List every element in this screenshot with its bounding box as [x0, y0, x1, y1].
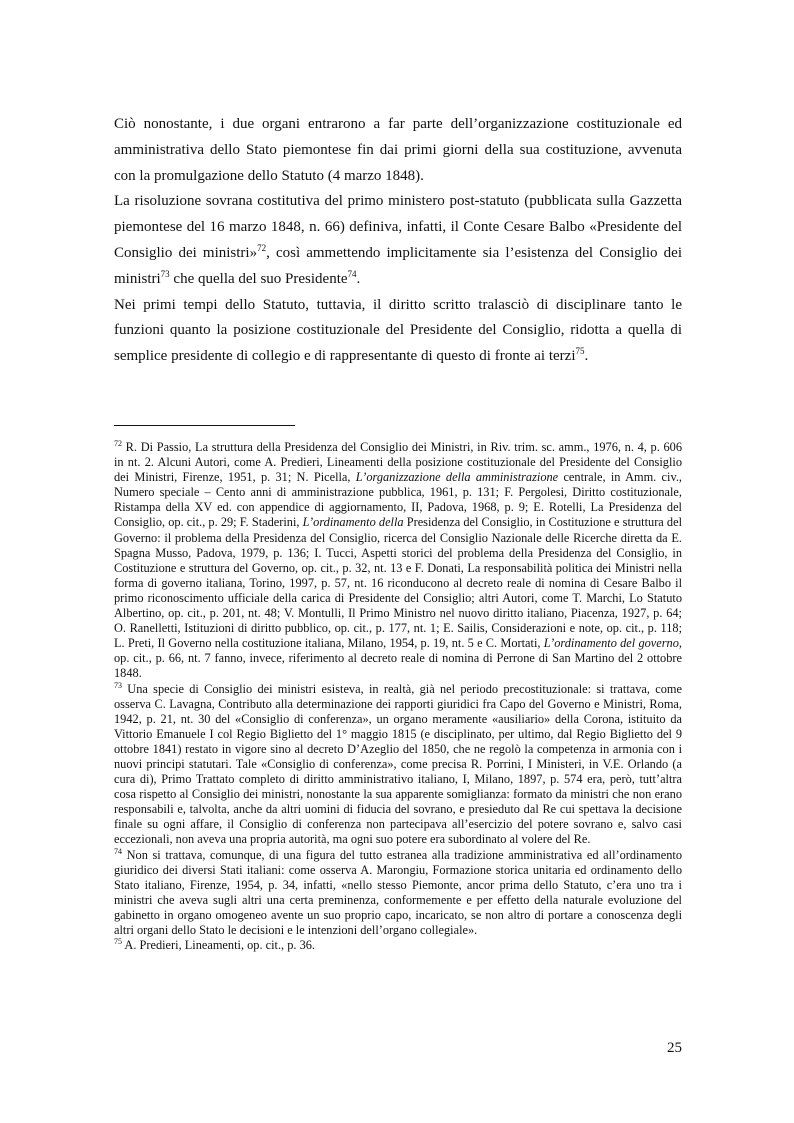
paragraph-2-text-d: . — [356, 270, 361, 287]
paragraph-3-text-a: Nei primi tempi dello Statuto, tuttavia, il diritto scritto tralasciò di disciplinare tanto le funzioni quanto la posizione costituzionale del Presidente del Consiglio, ridotta a quella di semplice presidente di collegio e di rappresentante di questo di fronte ai terzi — [114, 296, 682, 365]
paragraph-3 — [114, 293, 682, 370]
main-text — [114, 112, 682, 370]
footnote-number: 74 — [114, 846, 122, 856]
paragraph-1: Ciò nonostante, i due organi entrarono a far parte dell’organizzazione costituzionale ed amministrativa dello Stato piemontese fin dai primi giorni della sua costituzione, avvenuta con la promulgazione dello Statuto (4 marzo 1848). — [114, 116, 682, 184]
footnote-number: 75 — [114, 936, 122, 946]
footnotes — [114, 440, 682, 953]
footnote-73 — [114, 682, 682, 848]
footnote-text: , op. cit., p. 66, nt. 7 fanno, invece, riferimento al decreto reale di nomina di Perrone di San Martino del 2 ottobre 1848. — [114, 636, 682, 681]
footnote-72 — [114, 440, 682, 682]
footnote-separator — [114, 425, 295, 426]
footnote-italic-title: L’ordinamento della — [302, 515, 404, 530]
paragraph-2-text-c: che quella del suo Presidente — [169, 270, 348, 287]
footnote-ref-73[interactable]: 73 — [160, 268, 170, 279]
footnote-ref-74[interactable]: 74 — [347, 268, 357, 279]
footnote-text: Presidenza del Consiglio, in Costituzione e struttura del Governo: il problema della Presidenza del Consiglio, ricerca del Consiglio Nazionale delle Ricerche diretta da E. Spagna Musso, Padova, 1979, p. 136; I. Tucci, Aspetti storici del problema della Presidenza del Consiglio, in Costituzione e struttura del Governo, op. cit., p. 32, nt. 13 e F. Donati, La responsabilità politica dei Ministri nella forma di governo italiana, Torino, 1997, p. 57, nt. 16 riconducono al decreto reale di nomina di Cesare Balbo il primo riconoscimento ufficiale della carica di Presidente del Consiglio; altri Autori, come T. Marchi, Lo Statuto Albertino, op. cit., p. 201, nt. 48; V. Montulli, Il Primo Ministro nel nuovo diritto italiano, Piacenza, 1927, p. 64; O. Ranelletti, Istituzioni di diritto pubblico, op. cit., p. 177, nt. 1; E. Sailis, Considerazioni e note, op. cit., p. 118; L. Preti, Il Governo nella costituzione italiana, Milano, 1954, p. 19, nt. 5 e C. Mortati, — [114, 515, 682, 651]
footnote-number: 72 — [114, 438, 122, 448]
footnote-italic-title: L’organizzazione della amministrazione — [355, 470, 559, 485]
footnote-text: Non si trattava, comunque, di una figura del tutto estranea alla tradizione amministrativa ed all’ordinamento giuridico dei diversi Stati italiani: come osserva A. Marongiu, Formazione storica unitaria ed ordinamento dello Stato italiano, Firenze, 1954, p. 34, infatti, «nello stesso Piemonte, ancor prima dello Statuto, c’era uno tra i ministri che aveva sugli altri una certa preminenza, conformemente e per effetto della naturale evoluzione del gabinetto in organo omogeneo avente un suo proprio capo, incaricato, se non altro di portare a conoscenza degli altri organi dello Stato le decisioni e le intenzioni dell’organo collegiale». — [114, 847, 682, 937]
footnote-text: A. Predieri, Lineamenti, op. cit., p. 36. — [122, 938, 316, 953]
page-number: 25 — [667, 1040, 682, 1056]
paragraph-2 — [114, 189, 682, 292]
footnote-75 — [114, 938, 682, 953]
paragraph-2-text-b: , così ammettendo implicitamente sia l’esistenza del Consiglio dei ministri — [114, 244, 682, 287]
footnote-74 — [114, 848, 682, 939]
footnote-text: Una specie di Consiglio dei ministri esisteva, in realtà, già nel periodo precostituzionale: si trattava, come osserva C. Lavagna, Contributo alla determinazione dei rapporti giuridici fra Capo del Governo e Ministri, Roma, 1942, p. 21, nt. 30 del «Consiglio di conferenza», un organo meramente «ausiliario» della Corona, istituito da Vittorio Emanuele I col Regio Biglietto del 1° maggio 1815 (e disciplinato, per ultimo, dal Regio Biglietto del 9 ottobre 1841) restato in vigore sino al decreto D’Azeglio del 1850, che ne regolò la competenza in armonia con i nuovi principi statutari. Tale «Consiglio di conferenza», come precisa R. Porrini, I Ministeri, in V.E. Orlando (a cura di), Primo Trattato completo di diritto amministrativo italiano, I, Milano, 1897, p. 574 era, però, tutt’altra cosa rispetto al Consiglio dei ministri, nonostante la sua apparente somiglianza: formato da ministri che non erano responsabili e, talvolta, anche da altri uomini di fiducia del sovrano, e presieduto dal Re cui spettava la decisione finale su ogni affare, il Consiglio di conferenza non partecipava all’esercizio del potere sovrano e, salvo casi eccezionali, non aveva una propria autorità, ma ogni suo potere era subordinato al volere del Re. — [114, 681, 682, 847]
footnote-text: R. Di Passio, La struttura della Presidenza del Consiglio dei Ministri, in Riv. trim. sc. amm., 1976, n. 4, p. 606 in nt. 2. Alcuni Autori, come A. Predieri, Lineamenti della posizione costituzionale del Presidente del Consiglio dei Ministri, Firenze, 1951, p. 31; N. Picella, — [114, 440, 682, 485]
footnote-ref-75[interactable]: 75 — [575, 346, 585, 357]
footnote-italic-title: L’ordinamento del governo — [543, 636, 679, 651]
footnote-text: centrale, in Amm. civ., Numero speciale – Cento anni di amministrazione pubblica, 1961, p. 131; F. Pergolesi, Diritto costituzionale, Ristampa della XV ed. con appendice di aggiornamento, II, Padova, 1968, p. 9; E. Rotelli, La Presidenza del Consiglio, op. cit., p. 29; F. Staderini, — [114, 470, 683, 530]
paragraph-2-text-a: La risoluzione sovrana costitutiva del primo ministero post-statuto (pubblicata sulla Gazzetta piemontese del 16 marzo 1848, n. 66) definiva, infatti, il Conte Cesare Balbo «Presidente del Consiglio dei ministri» — [114, 193, 682, 261]
footnote-number: 73 — [114, 680, 122, 690]
footnote-ref-72[interactable]: 72 — [257, 242, 267, 253]
paragraph-3-text-b: . — [584, 348, 589, 365]
